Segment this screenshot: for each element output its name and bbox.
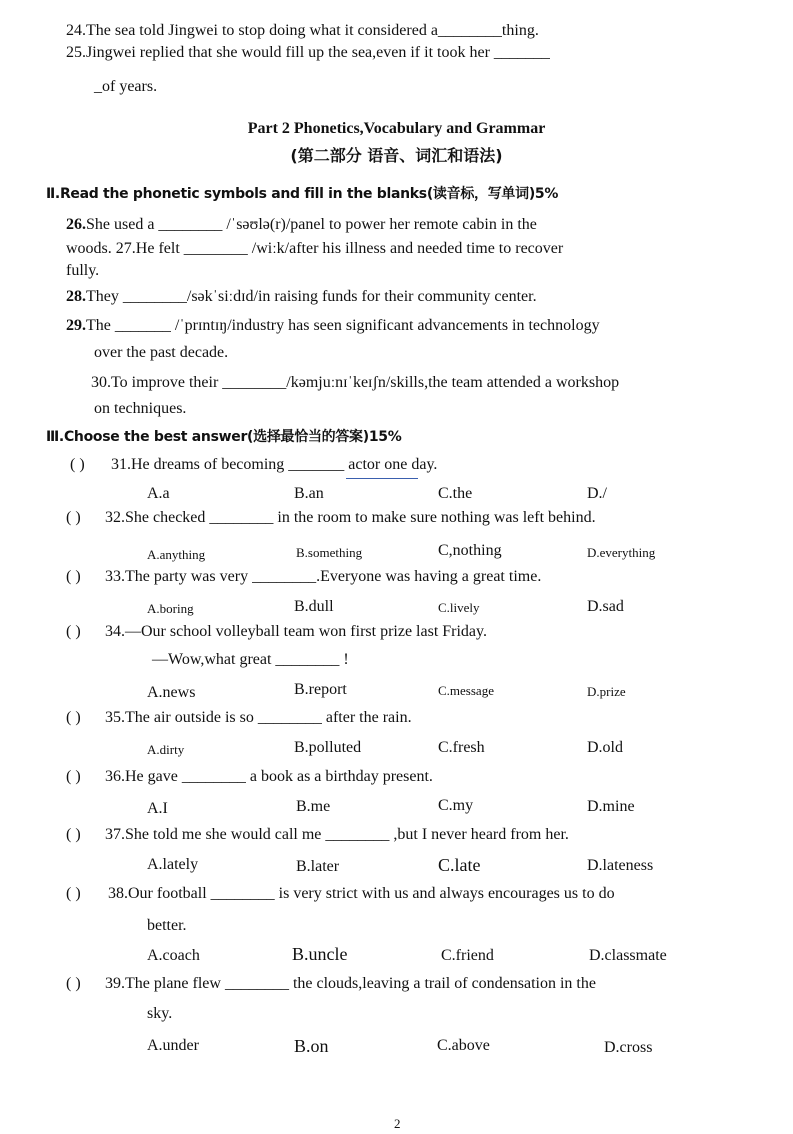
question-26-number: 26. xyxy=(66,216,86,233)
question-25-line2: _of years. xyxy=(94,78,158,95)
option-36-b[interactable]: B.me xyxy=(296,798,331,815)
option-32-c[interactable]: C,nothing xyxy=(438,542,502,559)
question-28 xyxy=(66,287,537,307)
option-33-c[interactable]: C.lively xyxy=(438,600,480,615)
part2-chinese-title: (第二部分 语音、词汇和语法) xyxy=(290,146,503,165)
option-36-d[interactable]: D.mine xyxy=(587,798,635,815)
option-34-d[interactable]: D.prize xyxy=(587,684,626,699)
answer-blank-38[interactable]: ( ) xyxy=(66,885,81,902)
question-26-27-line2: woods. 27.He felt ________ /wiːk/after his illness and needed time to recover xyxy=(66,240,564,257)
option-39-d[interactable]: D.cross xyxy=(604,1039,653,1056)
question-36-stem: 36.He gave ________ a book as a birthday present. xyxy=(105,768,433,785)
option-33-a[interactable]: A.boring xyxy=(147,601,194,616)
option-35-c[interactable]: C.fresh xyxy=(438,739,485,756)
section-3-header: Ⅲ.Choose the best answer(选择最恰当的答案)15% xyxy=(46,429,402,445)
handwritten-underline xyxy=(346,478,418,479)
option-34-b[interactable]: B.report xyxy=(294,681,347,698)
option-38-d[interactable]: D.classmate xyxy=(589,947,667,964)
option-36-a[interactable]: A.I xyxy=(147,800,168,817)
option-35-a[interactable]: A.dirty xyxy=(147,742,185,757)
answer-blank-36[interactable]: ( ) xyxy=(66,768,81,785)
question-26-line1 xyxy=(66,215,537,235)
option-34-c[interactable]: C.message xyxy=(438,683,494,698)
option-31-d[interactable]: D./ xyxy=(587,485,607,502)
question-39-stem-line2: sky. xyxy=(147,1005,173,1022)
answer-blank-37[interactable]: ( ) xyxy=(66,826,81,843)
answer-blank-35[interactable]: ( ) xyxy=(66,709,81,726)
question-29-text: The _______ /ˈprɪntɪŋ/industry has seen significant advancements in technology xyxy=(86,317,600,334)
question-35-stem: 35.The air outside is so ________ after the rain. xyxy=(105,709,412,726)
option-38-b[interactable]: B.uncle xyxy=(292,944,348,964)
question-29-line1 xyxy=(66,316,600,336)
question-31-stem: 31.He dreams of becoming _______ actor one day. xyxy=(111,456,438,473)
question-32-stem: 32.She checked ________ in the room to make sure nothing was left behind. xyxy=(105,509,596,526)
option-31-c[interactable]: C.the xyxy=(438,485,473,502)
question-34-stem-line2: —Wow,what great ________ ! xyxy=(152,651,349,668)
option-37-a[interactable]: A.lately xyxy=(147,856,199,873)
option-35-d[interactable]: D.old xyxy=(587,739,623,756)
question-30-line1: 30.To improve their ________/kəmjuːnɪˈkeɪʃn/skills,the team attended a workshop xyxy=(91,374,620,391)
option-34-a[interactable]: A.news xyxy=(147,684,196,701)
question-37-stem: 37.She told me she would call me ________ ,but I never heard from her. xyxy=(105,826,569,843)
answer-blank-31[interactable]: ( ) xyxy=(70,456,85,473)
answer-blank-39[interactable]: ( ) xyxy=(66,975,81,992)
question-24: 24.The sea told Jingwei to stop doing what it considered a________thing. xyxy=(66,22,539,39)
question-34-stem: 34.—Our school volleyball team won first prize last Friday. xyxy=(105,623,487,640)
option-38-c[interactable]: C.friend xyxy=(441,947,494,964)
section-2-header: Ⅱ.Read the phonetic symbols and fill in the blanks(读音标，写单词)5% xyxy=(46,186,559,202)
option-39-b[interactable]: B.on xyxy=(294,1036,329,1056)
question-29-line2: over the past decade. xyxy=(94,344,229,361)
answer-blank-33[interactable]: ( ) xyxy=(66,568,81,585)
question-33-stem: 33.The party was very ________.Everyone was having a great time. xyxy=(105,568,542,585)
question-28-number: 28. xyxy=(66,288,86,305)
question-26-text: She used a ________ /ˈsəʊlə(r)/panel to power her remote cabin in the xyxy=(86,216,537,233)
option-36-c[interactable]: C.my xyxy=(438,797,474,814)
option-37-b[interactable]: B.later xyxy=(296,858,340,875)
option-37-c[interactable]: C.late xyxy=(438,855,481,875)
answer-blank-34[interactable]: ( ) xyxy=(66,623,81,640)
option-39-a[interactable]: A.under xyxy=(147,1037,199,1054)
question-39-stem: 39.The plane flew ________ the clouds,leaving a trail of condensation in the xyxy=(105,975,596,992)
part2-title: Part 2 Phonetics,Vocabulary and Grammar xyxy=(247,120,546,137)
option-32-d[interactable]: D.everything xyxy=(587,545,656,560)
option-33-d[interactable]: D.sad xyxy=(587,598,624,615)
option-38-a[interactable]: A.coach xyxy=(147,947,200,964)
question-28-text: They ________/səkˈsiːdɪd/in raising funds for their community center. xyxy=(86,288,537,305)
question-30-line2: on techniques. xyxy=(94,400,187,417)
option-32-a[interactable]: A.anything xyxy=(147,547,206,562)
option-35-b[interactable]: B.polluted xyxy=(294,739,362,756)
option-32-b[interactable]: B.something xyxy=(296,545,363,560)
option-39-c[interactable]: C.above xyxy=(437,1037,490,1054)
question-38-stem: 38.Our football ________ is very strict with us and always encourages us to do xyxy=(108,885,615,902)
answer-blank-32[interactable]: ( ) xyxy=(66,509,81,526)
question-27-line3: fully. xyxy=(66,262,100,279)
question-29-number: 29. xyxy=(66,317,86,334)
option-31-b[interactable]: B.an xyxy=(294,485,324,502)
option-33-b[interactable]: B.dull xyxy=(294,598,334,615)
question-38-stem-line2: better. xyxy=(147,917,187,934)
option-31-a[interactable]: A.a xyxy=(147,485,170,502)
page-number: 2 xyxy=(394,1116,401,1131)
option-37-d[interactable]: D.lateness xyxy=(587,857,654,874)
question-25-line1: 25.Jingwei replied that she would fill up the sea,even if it took her _______ xyxy=(66,44,550,61)
